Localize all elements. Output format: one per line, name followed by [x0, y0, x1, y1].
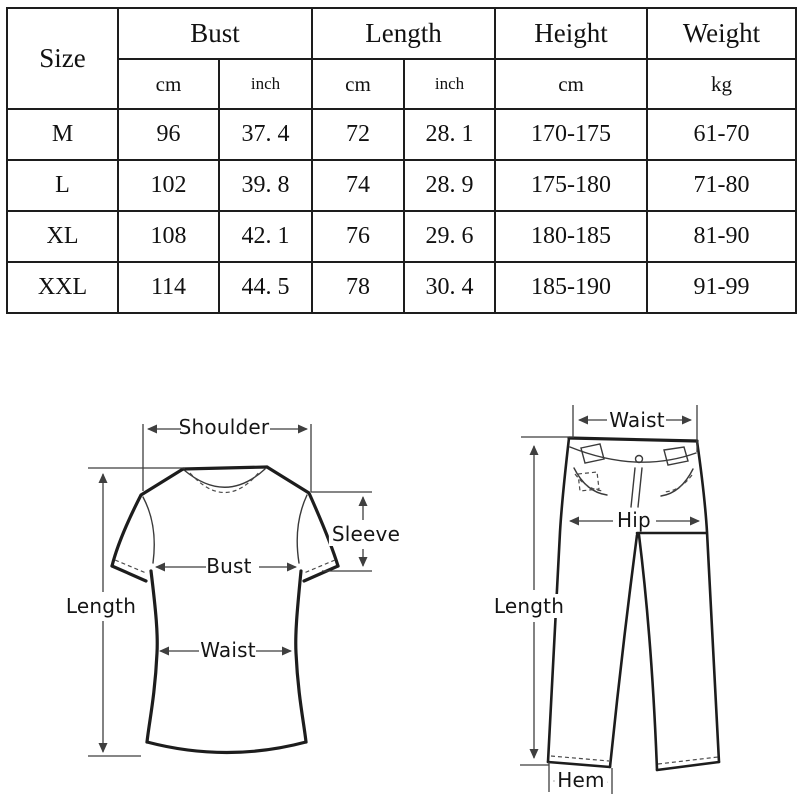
cell-length-cm: 76 — [312, 211, 404, 262]
pants-pocket-right — [661, 469, 693, 496]
tshirt-right-cuff — [304, 566, 338, 581]
cell-length-inch: 28. 9 — [404, 160, 495, 211]
cell-length-inch: 29. 6 — [404, 211, 495, 262]
cell-length-cm: 72 — [312, 109, 404, 160]
unit-height-cm: cm — [495, 59, 647, 109]
pants-belt-loop-left — [581, 444, 604, 463]
pants-waist-top — [569, 438, 697, 441]
cell-height: 180-185 — [495, 211, 647, 262]
shirt-bust-label: Bust — [206, 554, 252, 578]
cell-length-cm: 78 — [312, 262, 404, 313]
tshirt-left-sleeve — [112, 469, 183, 566]
tshirt-right-seam — [297, 495, 307, 563]
cell-bust-cm: 108 — [118, 211, 219, 262]
tshirt-drawing — [112, 467, 338, 753]
measurement-diagram — [0, 380, 800, 800]
shirt-sleeve-label: Sleeve — [329, 522, 403, 546]
shirt-shoulder-label: Shoulder — [178, 415, 270, 439]
cell-weight: 61-70 — [647, 109, 796, 160]
shirt-waist-label: Waist — [200, 638, 256, 662]
unit-bust-inch: inch — [219, 59, 312, 109]
unit-length-inch: inch — [404, 59, 495, 109]
cell-bust-inch: 42. 1 — [219, 211, 312, 262]
pants-left-hem-stitch — [551, 756, 609, 761]
tshirt-left-cuff — [112, 566, 146, 581]
tshirt-left-seam — [143, 497, 154, 563]
cell-bust-cm: 102 — [118, 160, 219, 211]
pants-hem-label: Hem — [554, 768, 607, 792]
table-row — [7, 262, 796, 313]
cell-size: L — [7, 160, 118, 211]
table-row — [7, 160, 796, 211]
cell-size: M — [7, 109, 118, 160]
header-size: Size — [7, 8, 118, 109]
shirt-length-label: Length — [63, 594, 139, 618]
header-bust: Bust — [118, 8, 312, 59]
pants-fly-right — [638, 468, 642, 507]
cell-height: 185-190 — [495, 262, 647, 313]
cell-length-inch: 28. 1 — [404, 109, 495, 160]
cell-bust-cm: 96 — [118, 109, 219, 160]
table-row — [7, 211, 796, 262]
cell-size: XXL — [7, 262, 118, 313]
unit-bust-cm: cm — [118, 59, 219, 109]
pants-length-label: Length — [491, 594, 567, 618]
cell-bust-inch: 37. 4 — [219, 109, 312, 160]
pants-left-hem — [548, 762, 610, 767]
cell-height: 170-175 — [495, 109, 647, 160]
tshirt-hem — [147, 742, 306, 753]
tshirt-neckline — [183, 467, 267, 469]
table-row — [7, 109, 796, 160]
pants-right-inner-seam — [639, 535, 657, 770]
cell-size: XL — [7, 211, 118, 262]
pants-right-outer-seam — [697, 441, 719, 762]
header-height: Height — [495, 8, 647, 59]
cell-weight: 71-80 — [647, 160, 796, 211]
table-header-row-1 — [7, 8, 796, 59]
cell-bust-inch: 39. 8 — [219, 160, 312, 211]
tshirt-right-sleeve — [267, 467, 338, 566]
pants-waist-label: Waist — [609, 408, 665, 432]
pants-drawing — [548, 438, 719, 770]
header-weight: Weight — [647, 8, 796, 59]
pants-left-inner-seam — [610, 535, 637, 767]
unit-weight-kg: kg — [647, 59, 796, 109]
tshirt-measure-lines — [88, 424, 372, 756]
cell-weight: 81-90 — [647, 211, 796, 262]
table-header-row-2 — [7, 59, 796, 109]
cell-length-inch: 30. 4 — [404, 262, 495, 313]
size-table — [6, 7, 797, 314]
unit-length-cm: cm — [312, 59, 404, 109]
header-length: Length — [312, 8, 495, 59]
cell-bust-inch: 44. 5 — [219, 262, 312, 313]
cell-bust-cm: 114 — [118, 262, 219, 313]
pants-waistband-lower — [570, 447, 696, 462]
cell-length-cm: 74 — [312, 160, 404, 211]
pants-fly-left — [631, 468, 635, 507]
tshirt-left-side — [147, 571, 157, 742]
cell-weight: 91-99 — [647, 262, 796, 313]
cell-height: 175-180 — [495, 160, 647, 211]
tshirt-right-side — [296, 571, 306, 742]
pants-hip-label: Hip — [617, 508, 651, 532]
